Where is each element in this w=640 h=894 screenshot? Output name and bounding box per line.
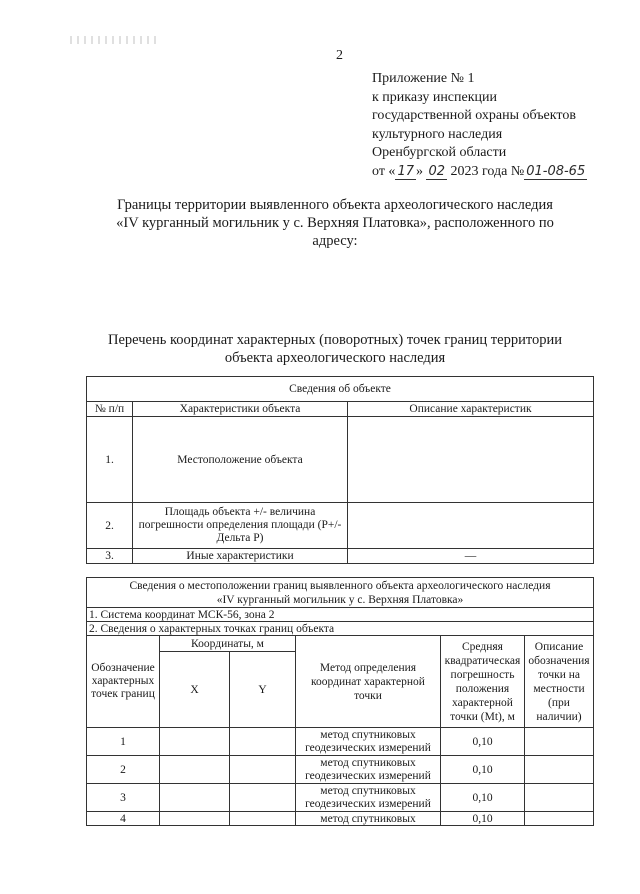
coord-y [230, 784, 296, 812]
handwritten-month: 02 [428, 163, 446, 179]
point-description [525, 784, 594, 812]
column-header: Описание характеристик [348, 402, 594, 417]
header-line: Сведения о местоположении границ выявленного объекта археологического наследия [129, 579, 551, 592]
column-header: Средняя квадратическая погрешность положения характерной точки (Mt), м [441, 636, 525, 728]
column-header: Обозначение характерных точек границ [87, 636, 160, 728]
appendix-line: государственной охраны объектов [372, 108, 576, 123]
coordinate-system: 1. Система координат МСК-56, зона 2 [87, 608, 594, 622]
appendix-line: Оренбургской области [372, 145, 507, 160]
row-description [348, 503, 594, 549]
method: метод спутниковых [296, 812, 441, 826]
method: метод спутниковых геодезических измерений [296, 784, 441, 812]
table-row [87, 549, 594, 564]
column-header: № п/п [87, 402, 133, 417]
error-value: 0,10 [441, 756, 525, 784]
column-header: Координаты, м [160, 636, 296, 652]
appendix-block [372, 70, 587, 181]
coord-x [160, 784, 230, 812]
point-id: 1 [87, 728, 160, 756]
boundary-points-table [86, 577, 594, 826]
order-date-line [372, 163, 587, 182]
scan-artifact [70, 36, 160, 44]
table-row [87, 417, 594, 503]
column-header: Описание обозначения точки на местности (при наличии) [525, 636, 594, 728]
row-number: 3. [87, 549, 133, 564]
appendix-line: культурного наследия [372, 126, 503, 142]
error-value: 0,10 [441, 812, 525, 826]
table-header [87, 578, 594, 608]
row-characteristic: Иные характеристики [133, 549, 348, 564]
column-header: Характеристики объекта [133, 402, 348, 417]
date-mid: » [415, 163, 427, 179]
point-id: 2 [87, 756, 160, 784]
column-header: Метод определения координат характерной точки [296, 636, 441, 728]
title-line: Границы территории выявленного объекта археологического наследия [117, 197, 553, 213]
column-header: X [160, 652, 230, 728]
point-description [525, 756, 594, 784]
points-section-label: 2. Сведения о характерных точках границ объекта [87, 622, 594, 636]
row-characteristic: Местоположение объекта [133, 417, 348, 503]
title-line: «IV курганный могильник у с. Верхняя Платовка», расположенного по [116, 215, 554, 231]
page-number: 2 [336, 48, 343, 63]
date-prefix: от « [372, 163, 396, 179]
subtitle-line: объекта археологического наследия [224, 350, 446, 366]
date-year: 2023 года № [447, 163, 525, 179]
coord-y [230, 756, 296, 784]
row-characteristic: Площадь объекта +/- величина погрешности определения площади (Р+/- Дельта Р) [133, 503, 348, 549]
error-value: 0,10 [441, 728, 525, 756]
coord-x [160, 812, 230, 826]
handwritten-day: 17 [397, 163, 414, 179]
row-description [348, 417, 594, 503]
header-line: «IV курганный могильник у с. Верхняя Платовка» [216, 593, 464, 606]
coord-x [160, 756, 230, 784]
point-id: 3 [87, 784, 160, 812]
coord-x [160, 728, 230, 756]
method: метод спутниковых геодезических измерений [296, 756, 441, 784]
object-info-table [86, 376, 594, 564]
point-description [525, 812, 594, 826]
title-line: адресу: [312, 233, 358, 249]
table-row [87, 784, 594, 812]
coord-y [230, 812, 296, 826]
table-row [87, 503, 594, 549]
document-title [90, 196, 580, 250]
section-title [90, 331, 580, 367]
column-header: Y [230, 652, 296, 728]
row-number: 2. [87, 503, 133, 549]
coord-y [230, 728, 296, 756]
appendix-line: к приказу инспекции [372, 89, 498, 105]
appendix-line: Приложение № 1 [372, 71, 475, 86]
point-id: 4 [87, 812, 160, 826]
table-row [87, 812, 594, 826]
row-number: 1. [87, 417, 133, 503]
table-header: Сведения об объекте [87, 377, 594, 402]
table-row [87, 756, 594, 784]
subtitle-line: Перечень координат характерных (поворотных) точек границ территории [107, 332, 563, 348]
row-description: — [348, 549, 594, 564]
handwritten-order-number: 01-08-65 [526, 163, 586, 179]
table-row [87, 728, 594, 756]
point-description [525, 728, 594, 756]
error-value: 0,10 [441, 784, 525, 812]
method: метод спутниковых геодезических измерений [296, 728, 441, 756]
